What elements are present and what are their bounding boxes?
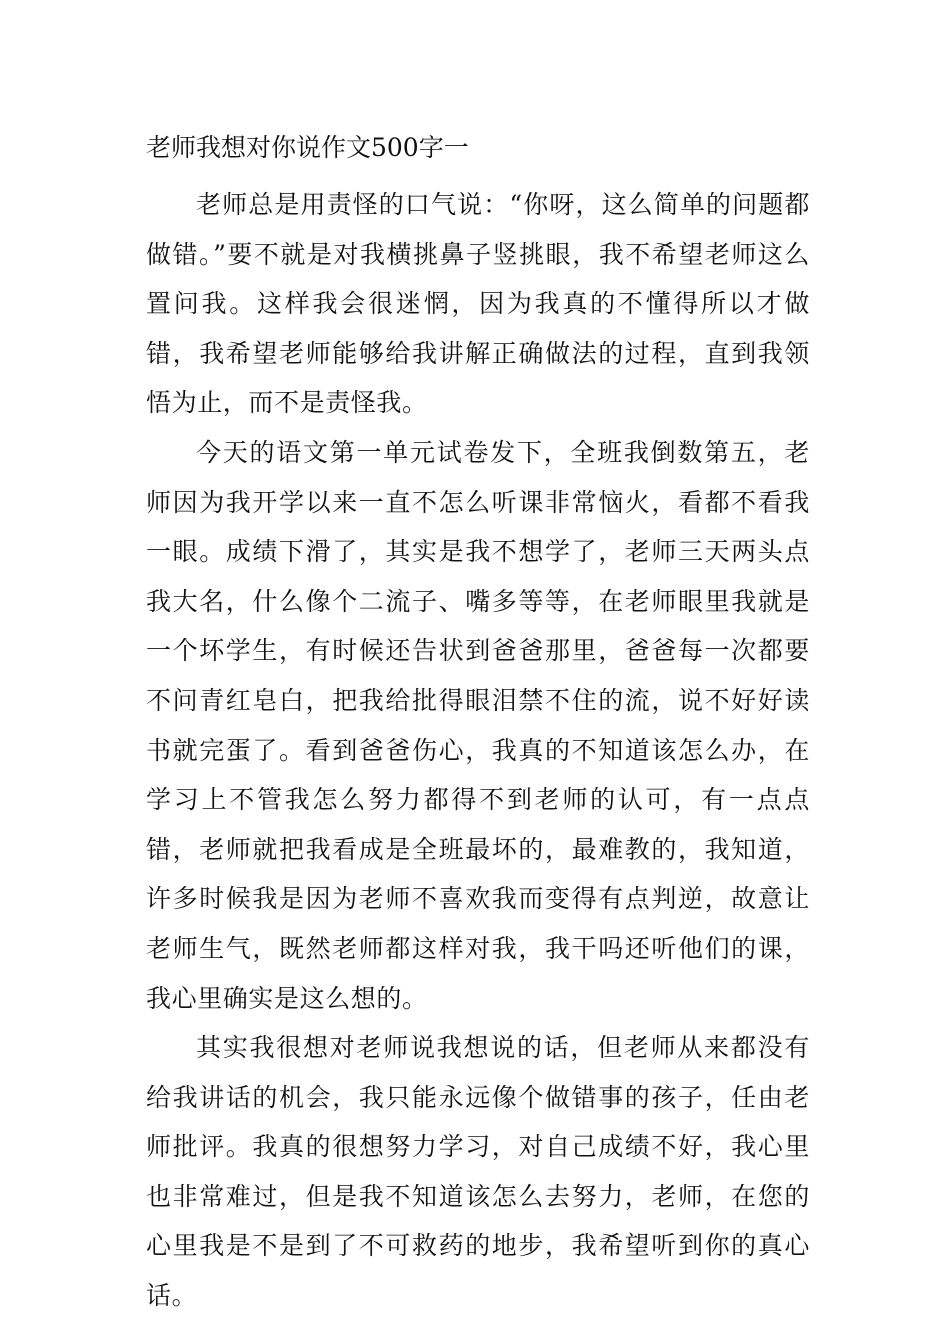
document-page — [146, 130, 810, 1321]
paragraph-2: 今天的语文第一单元试卷发下，全班我倒数第五，老师因为我开学以来一直不怎么听课非常恼火，看都不看我一眼。成绩下滑了，其实是我不想学了，老师三天两头点我大名，什么像个二流子、嘴多等等，在老师眼里我就是一个坏学生，有时候还告状到爸爸那里，爸爸每一次都要不问青红皂白，把我给批得眼泪禁不住的流，说不好好读书就完蛋了。看到爸爸伤心，我真的不知道该怎么办，在学习上不管我怎么努力都得不到老师的认可，有一点点错，老师就把我看成是全班最坏的，最难教的，我知道，许多时候我是因为老师不喜欢我而变得有点判逆，故意让老师生气，既然老师都这样对我，我干吗还听他们的课，我心里确实是这么想的。 — [146, 437, 810, 1013]
paragraph-1: 老师总是用责怪的口气说：“你呀，这么简单的问题都做错。”要不就是对我横挑鼻子竖挑眼，我不希望老师这么置问我。这样我会很迷惘，因为我真的不懂得所以才做错，我希望老师能够给我讲解正确做法的过程，直到我领悟为止，而不是责怪我。 — [146, 190, 810, 418]
paragraph-3: 其实我很想对老师说我想说的话，但老师从来都没有给我讲话的机会，我只能永远像个做错事的孩子，任由老师批评。我真的很想努力学习，对自己成绩不好，我心里也非常难过，但是我不知道该怎么去努力，老师，在您的心里我是不是到了不可救药的地步，我希望听到你的真心话。 — [146, 1033, 810, 1311]
document-title: 老师我想对你说作文500字一 — [146, 133, 469, 162]
